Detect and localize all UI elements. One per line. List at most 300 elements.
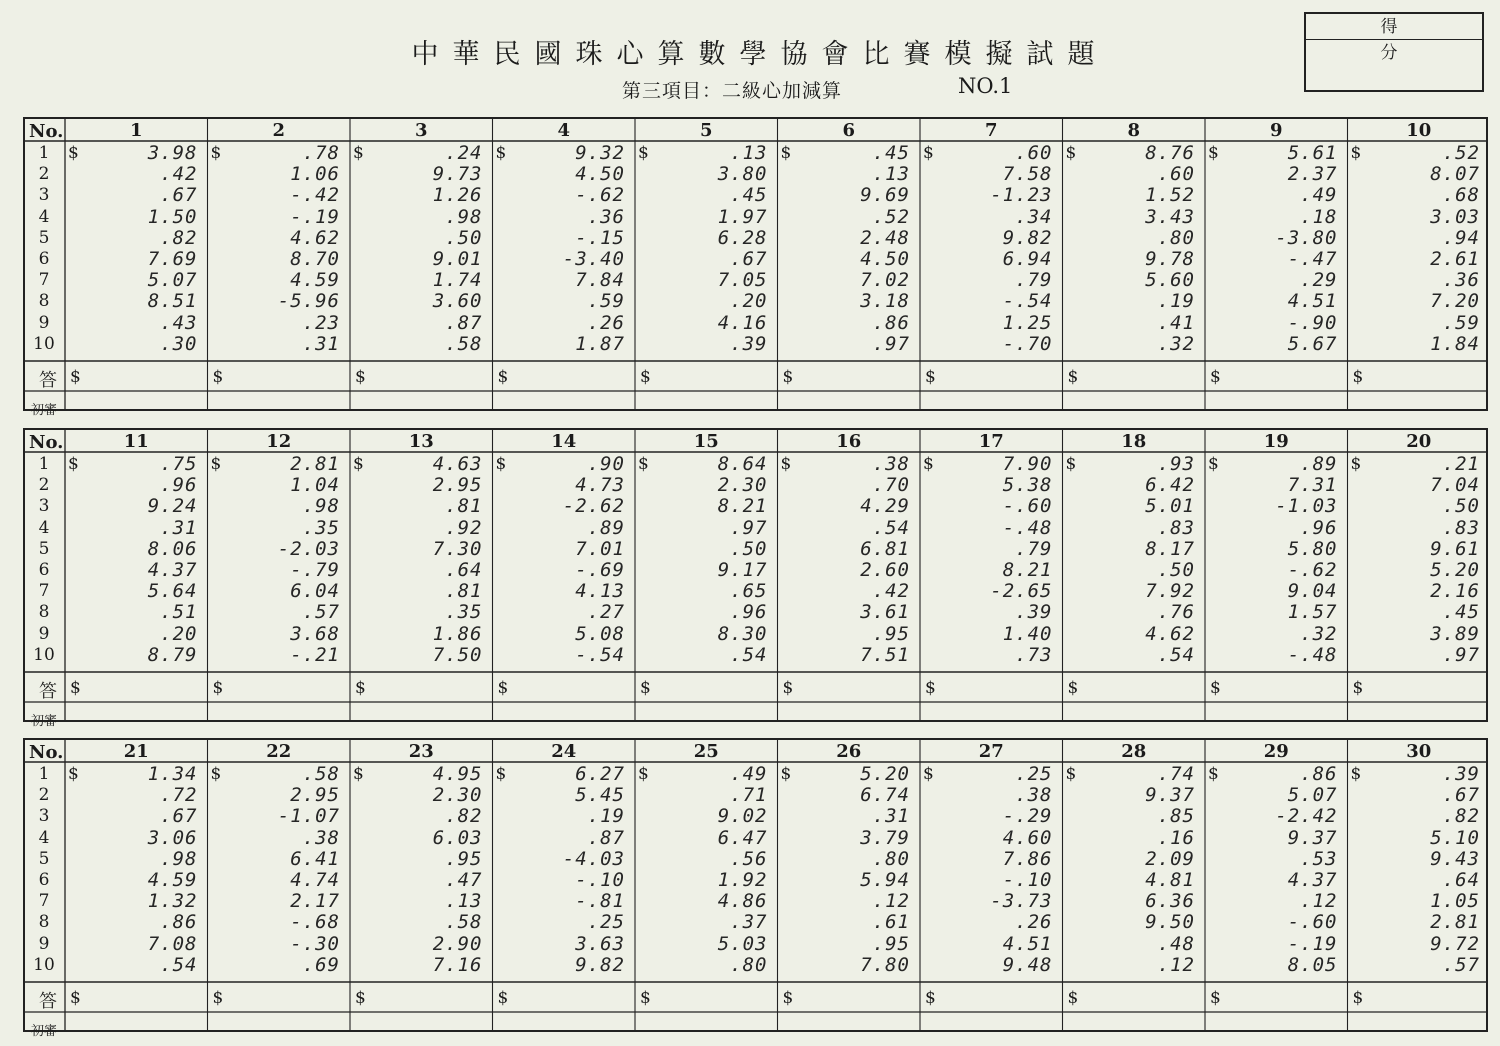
answer-dollar-sign: $ [355,367,366,387]
number-cell: 9.61 [1430,537,1480,560]
number-cell: 9.73 [432,163,483,186]
number-cell: .54 [1157,643,1195,666]
number-cell: .95 [445,847,483,870]
number-cell: .36 [1442,269,1480,292]
number-cell: -.54 [1002,290,1053,313]
number-cell: 4.51 [1002,932,1053,955]
number-cell: -.21 [290,643,340,666]
dollar-sign: $ [353,143,364,163]
number-cell: .64 [1442,869,1480,891]
answer-field[interactable] [1083,674,1202,700]
number-cell: .83 [1442,516,1480,539]
number-cell: .67 [160,805,198,828]
no-header: No. [29,742,64,763]
number-cell: 2.95 [290,784,340,807]
number-cell: .92 [445,516,483,539]
number-cell: 6.36 [1145,890,1195,913]
number-cell: .97 [872,332,910,355]
number-cell: .67 [730,248,768,270]
number-cell: .61 [872,911,910,934]
number-cell: 4.60 [1002,826,1053,849]
answer-field[interactable] [1225,674,1344,700]
number-cell: .39 [730,332,768,355]
number-cell: -1.07 [277,805,340,828]
number-cell: 5.38 [1002,474,1053,497]
row-number: 9 [38,933,50,954]
number-cell: -3.73 [990,890,1053,913]
number-cell: .58 [445,332,483,355]
number-cell: .81 [445,495,483,518]
answer-field[interactable] [1368,674,1487,700]
number-cell: 7.84 [575,269,625,292]
number-cell: .97 [730,516,768,539]
number-cell: .57 [1442,953,1480,976]
answer-field[interactable] [1083,984,1202,1010]
row-number: 10 [33,644,55,665]
number-cell: .95 [872,622,910,645]
answer-dollar-sign: $ [925,678,936,698]
number-cell: -.48 [1287,643,1338,666]
problem-block [23,738,1488,1039]
number-cell: 1.92 [717,869,768,891]
number-cell: -1.23 [990,184,1053,207]
number-cell: -.10 [575,869,625,891]
answer-field[interactable] [1225,984,1344,1010]
dollar-sign: $ [210,454,222,474]
number-cell: 8.70 [290,248,340,270]
number-cell: .39 [1442,763,1480,785]
number-cell: .98 [160,847,198,870]
number-cell: .13 [730,142,768,164]
number-cell: .43 [160,311,198,334]
row-number: 1 [38,764,50,784]
number-cell: 3.61 [860,601,910,624]
number-cell: .54 [872,516,910,539]
number-cell: .50 [730,537,768,560]
row-number: 3 [38,806,50,827]
problem-number: 24 [551,741,577,762]
number-cell: .54 [730,643,768,666]
answer-field[interactable] [85,363,204,389]
number-cell: .45 [872,142,910,164]
answer-field[interactable] [940,363,1059,389]
dollar-sign: $ [638,764,649,784]
answer-field[interactable] [798,363,917,389]
number-cell: .45 [1442,601,1480,624]
number-cell: .81 [445,580,483,603]
number-cell: 3.98 [147,142,198,164]
number-cell: 1.05 [1430,890,1480,913]
number-cell: .70 [872,474,910,497]
number-cell: .69 [302,953,340,976]
number-cell: .42 [160,163,198,186]
answer-field[interactable] [940,674,1059,700]
number-cell: .34 [1015,205,1053,228]
number-cell: 7.92 [1145,580,1195,603]
number-cell: -.70 [1002,332,1053,355]
number-cell: .86 [872,311,910,334]
number-cell: 5.45 [575,784,625,807]
problem-number: 25 [693,741,719,762]
number-cell: 8.21 [1002,559,1053,581]
answer-field[interactable] [655,674,774,700]
number-cell: .49 [1300,184,1338,207]
answer-dollar-sign: $ [1067,678,1079,698]
answer-field[interactable] [513,363,632,389]
number-cell: 5.07 [147,269,198,292]
number-cell: .94 [1442,226,1480,249]
number-cell: -2.03 [277,537,340,560]
number-cell: 2.30 [717,474,768,497]
number-cell: .90 [587,453,625,475]
row-number: 3 [38,185,50,206]
answer-dollar-sign: $ [355,988,366,1008]
answer-dollar-sign: $ [925,988,936,1008]
answer-field[interactable] [85,984,204,1010]
number-cell: 8.17 [1145,537,1195,560]
dollar-sign: $ [495,764,507,784]
dollar-sign: $ [210,764,222,784]
number-cell: 2.48 [860,226,910,249]
number-cell: 4.59 [290,269,340,292]
answer-field[interactable] [370,984,489,1010]
number-cell: .16 [1157,826,1195,849]
number-cell: .25 [587,911,625,934]
answer-label: 答 [39,991,57,1012]
number-cell: 6.47 [717,826,768,849]
problem-number: 23 [408,741,434,762]
number-cell: .12 [1300,890,1338,913]
number-cell: 9.24 [147,495,198,518]
number-cell: 8.51 [147,290,198,313]
answer-dollar-sign: $ [1352,367,1364,387]
review-label: 初審 [31,1024,58,1039]
answer-dollar-sign: $ [1067,988,1079,1008]
number-cell: -3.40 [562,248,625,270]
number-cell: .26 [1015,911,1053,934]
number-cell: .96 [160,474,198,497]
problem-number: 13 [408,431,434,452]
number-cell: .29 [1300,269,1338,292]
number-cell: .82 [160,226,198,249]
number-cell: .57 [302,601,340,624]
number-cell: 2.60 [860,559,910,581]
number-cell: 7.05 [717,269,768,292]
number-cell: .60 [1015,142,1053,164]
answer-field[interactable] [370,674,489,700]
number-cell: 4.51 [1287,290,1338,313]
dollar-sign: $ [495,143,507,163]
number-cell: 6.94 [1002,248,1053,270]
answer-field[interactable] [1368,363,1487,389]
answer-dollar-sign: $ [497,367,509,387]
number-cell: 7.08 [147,932,198,955]
answer-field[interactable] [370,363,489,389]
answer-label: 答 [39,370,57,391]
number-cell: 8.21 [717,495,768,518]
number-cell: .93 [1157,453,1195,475]
number-cell: .13 [872,163,910,186]
number-cell: 9.50 [1145,911,1195,934]
answer-field[interactable] [940,984,1059,1010]
dollar-sign: $ [780,143,792,163]
number-cell: .21 [1442,453,1480,475]
number-cell: 1.74 [432,269,483,292]
answer-dollar-sign: $ [1210,678,1221,698]
row-number: 4 [38,827,50,848]
number-cell: 5.94 [860,869,910,891]
number-cell: .18 [1300,205,1338,228]
number-cell: 7.51 [860,643,910,666]
number-cell: 3.80 [717,163,768,186]
answer-field[interactable] [228,984,347,1010]
number-cell: 3.06 [147,826,198,849]
number-cell: -.42 [290,184,340,207]
number-cell: 9.37 [1145,784,1195,807]
number-cell: .31 [302,332,340,355]
answer-field[interactable] [513,984,632,1010]
number-cell: 9.82 [1002,226,1053,249]
number-cell: 2.37 [1287,163,1338,186]
number-cell: .74 [1157,763,1195,785]
number-cell: 5.80 [1287,537,1338,560]
number-cell: 5.20 [860,763,910,785]
number-cell: .78 [302,142,340,164]
row-number: 4 [38,517,50,538]
number-cell: -.29 [1002,805,1053,828]
row-number: 5 [38,227,50,248]
number-cell: -.47 [1287,248,1338,270]
dollar-sign: $ [495,454,507,474]
number-cell: -.81 [575,890,625,913]
number-cell: .38 [872,453,910,475]
number-cell: 1.57 [1287,601,1338,624]
row-number: 9 [38,312,50,333]
problem-number: 20 [1406,431,1432,452]
number-cell: 2.95 [432,474,483,497]
number-cell: 1.50 [147,205,198,228]
number-cell: .86 [160,911,198,934]
number-cell: .89 [1300,453,1338,475]
number-cell: .58 [302,763,340,785]
number-cell: -.62 [1287,559,1338,581]
answer-dollar-sign: $ [497,678,509,698]
number-cell: -.69 [575,559,625,581]
number-cell: .23 [302,311,340,334]
number-cell: .98 [302,495,340,518]
number-cell: 4.62 [1145,622,1195,645]
number-cell: .41 [1157,311,1195,334]
number-cell: .32 [1300,622,1338,645]
number-cell: .87 [587,826,625,849]
answer-field[interactable] [1368,984,1487,1010]
number-cell: .13 [445,890,483,913]
row-number: 7 [38,891,50,912]
number-cell: .80 [1157,226,1195,249]
number-cell: 5.67 [1287,332,1338,355]
number-cell: -1.03 [1275,495,1338,518]
number-cell: 9.82 [575,953,625,976]
number-cell: 7.16 [432,953,483,976]
problem-number: 10 [1406,120,1432,141]
number-cell: .85 [1157,805,1195,828]
problem-number: 6 [842,120,856,141]
number-cell: .35 [302,516,340,539]
number-cell: -.30 [290,932,340,955]
answer-dollar-sign: $ [782,678,794,698]
answer-dollar-sign: $ [212,678,224,698]
number-cell: .64 [445,559,483,581]
number-cell: .38 [1015,784,1053,807]
number-cell: .45 [730,184,768,207]
number-cell: 9.01 [432,248,483,270]
number-cell: 5.07 [1287,784,1338,807]
answer-field[interactable] [513,674,632,700]
number-cell: .30 [160,332,198,355]
section-subtitle: 第三項目：二級心加減算 [622,80,843,102]
number-cell: .97 [1442,643,1480,666]
number-cell: -2.65 [990,580,1053,603]
number-cell: -.79 [290,559,340,581]
problem-number: 12 [266,431,292,452]
number-cell: .50 [1157,559,1195,581]
dollar-sign: $ [1350,143,1362,163]
number-cell: 6.81 [860,537,910,560]
answer-dollar-sign: $ [640,678,651,698]
number-cell: .95 [872,932,910,955]
number-cell: 2.61 [1430,248,1480,270]
number-cell: .98 [445,205,483,228]
answer-field[interactable] [655,363,774,389]
answer-dollar-sign: $ [212,988,224,1008]
number-cell: .12 [872,890,910,913]
number-cell: .42 [872,580,910,603]
number-cell: 9.72 [1430,932,1480,955]
answer-field[interactable] [798,674,917,700]
problem-number: 11 [123,431,149,452]
number-cell: 4.86 [717,890,768,913]
answer-field[interactable] [85,674,204,700]
row-number: 4 [38,206,50,227]
number-cell: 4.50 [575,163,625,186]
number-cell: 7.01 [575,537,625,560]
dollar-sign: $ [1208,764,1219,784]
number-cell: -.90 [1287,311,1338,334]
problem-number: 28 [1121,741,1147,762]
answer-dollar-sign: $ [70,367,81,387]
problem-number: 22 [266,741,292,762]
number-cell: .19 [587,805,625,828]
answer-dollar-sign: $ [1352,678,1364,698]
dollar-sign: $ [923,454,934,474]
answer-dollar-sign: $ [1210,988,1221,1008]
number-cell: .54 [160,953,198,976]
problem-number: 14 [551,431,577,452]
number-cell: 4.29 [860,495,910,518]
problem-number: 21 [123,741,149,762]
dollar-sign: $ [1065,143,1077,163]
number-cell: -.68 [290,911,340,934]
dollar-sign: $ [1208,143,1219,163]
number-cell: 5.01 [1145,495,1195,518]
answer-dollar-sign: $ [1067,367,1079,387]
number-cell: 1.04 [290,474,340,497]
number-cell: 5.08 [575,622,625,645]
number-cell: .96 [730,601,768,624]
number-cell: 5.03 [717,932,768,955]
number-cell: .56 [730,847,768,870]
number-cell: 2.90 [432,932,483,955]
row-number: 3 [38,496,50,517]
number-cell: 3.89 [1430,622,1480,645]
number-cell: .31 [872,805,910,828]
answer-field[interactable] [1083,363,1202,389]
number-cell: 3.60 [432,290,483,313]
no-header: No. [29,121,64,142]
answer-dollar-sign: $ [640,367,651,387]
number-cell: 9.02 [717,805,768,828]
number-cell: .80 [872,847,910,870]
answer-dollar-sign: $ [1352,988,1364,1008]
answer-field[interactable] [655,984,774,1010]
number-cell: 7.50 [432,643,483,666]
number-cell: 6.41 [290,847,340,870]
number-cell: .19 [1157,290,1195,313]
number-cell: .53 [1300,847,1338,870]
answer-dollar-sign: $ [1210,367,1221,387]
answer-field[interactable] [228,363,347,389]
number-cell: .27 [587,601,625,624]
dollar-sign: $ [780,764,792,784]
number-cell: .72 [160,784,198,807]
number-cell: 1.32 [147,890,198,913]
number-cell: 9.37 [1287,826,1338,849]
number-cell: 9.32 [575,142,625,164]
row-number: 8 [38,602,50,623]
number-cell: 6.03 [432,826,483,849]
row-number: 10 [33,954,55,975]
number-cell: -2.62 [562,495,625,518]
number-cell: .86 [1300,763,1338,785]
row-number: 7 [38,270,50,291]
row-number: 5 [38,538,50,559]
number-cell: 4.59 [147,869,198,891]
number-cell: 2.09 [1145,847,1195,870]
answer-field[interactable] [228,674,347,700]
row-number: 1 [38,143,50,163]
row-number: 6 [38,249,50,269]
number-cell: 4.74 [290,869,340,891]
number-cell: .50 [1442,495,1480,518]
number-cell: .48 [1157,932,1195,955]
number-cell: .96 [1300,516,1338,539]
answer-field[interactable] [1225,363,1344,389]
number-cell: .39 [1015,601,1053,624]
number-cell: 7.31 [1287,474,1338,497]
number-cell: 4.81 [1145,869,1195,891]
number-cell: 1.26 [432,184,483,207]
answer-field[interactable] [798,984,917,1010]
answer-dollar-sign: $ [70,678,81,698]
number-cell: 1.34 [147,763,198,785]
number-cell: 8.05 [1287,953,1338,976]
page-title: 中華民國珠心算數學協會比賽模擬試題 [411,39,1109,70]
answer-dollar-sign: $ [497,988,509,1008]
no-header: No. [29,432,64,453]
number-cell: .52 [1442,142,1480,164]
dollar-sign: $ [68,143,79,163]
number-cell: .67 [1442,784,1480,807]
